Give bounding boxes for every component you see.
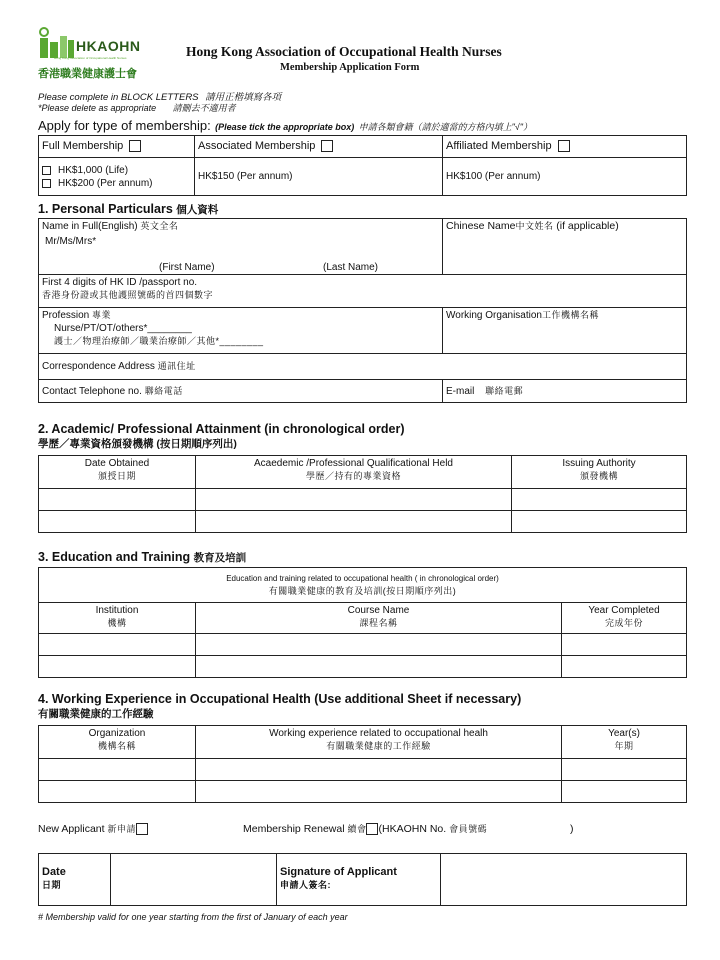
experience-heading	[38, 692, 521, 721]
signature-label: Signature of Applicant	[280, 866, 397, 878]
chinese-name-label-zh: 中文姓名	[515, 221, 554, 231]
instruction-text-zh: 請用正楷填寫各項	[205, 92, 282, 103]
renewal-checkbox[interactable]	[366, 823, 378, 835]
associated-fee-cell	[195, 158, 443, 196]
section-title-zh: 有關職業健康的工作經驗	[38, 708, 154, 720]
table-cell[interactable]	[196, 759, 562, 781]
profession-label: Profession	[42, 310, 90, 321]
table-cell[interactable]	[39, 656, 196, 678]
table-cell[interactable]	[512, 489, 687, 511]
closing-paren: )	[570, 823, 574, 835]
column-header: Institution 機構	[39, 603, 196, 634]
instruction-delete	[38, 101, 236, 114]
signature-label-cell	[277, 854, 441, 906]
section-title: 1. Personal Particulars	[38, 202, 173, 216]
hkid-label: First 4 digits of HK ID /passport no.	[42, 277, 198, 288]
correspondence-address-field[interactable]	[39, 354, 687, 380]
associated-membership-checkbox[interactable]	[321, 140, 333, 152]
email-field[interactable]	[443, 380, 687, 403]
table-cell[interactable]	[39, 634, 196, 656]
chinese-name-note: (if applicable)	[556, 220, 619, 232]
column-header: Issuing Authority 頒發機構	[512, 456, 687, 489]
date-field[interactable]	[111, 854, 277, 906]
table-cell[interactable]	[562, 634, 687, 656]
experience-table	[38, 725, 687, 803]
table-row	[39, 781, 687, 803]
column-header: Course Name 課程名稱	[196, 603, 562, 634]
membership-heading-text: Apply for type of membership:	[38, 118, 211, 133]
first-name-label: (First Name)	[159, 262, 215, 273]
table-cell[interactable]	[196, 781, 562, 803]
full-membership-label: Full Membership	[42, 140, 124, 152]
associated-membership-label: Associated Membership	[198, 140, 316, 152]
working-organisation-field[interactable]	[443, 308, 687, 354]
table-row	[39, 759, 687, 781]
section-title: 2. Academic/ Professional Attainment (in chronological order)	[38, 422, 405, 436]
column-header: Year Completed 完成年份	[562, 603, 687, 634]
membership-heading-note: (Please tick the appropriate box)	[215, 122, 355, 132]
profession-label-zh: 專業	[92, 310, 112, 320]
table-row	[39, 489, 687, 511]
section-title-zh: 學歷／專業資格頒發機構 (按日期順序列出)	[38, 438, 237, 450]
affiliated-membership-label: Affiliated Membership	[446, 140, 552, 152]
table-cell[interactable]	[562, 759, 687, 781]
last-name-label: (Last Name)	[323, 262, 379, 273]
table-row	[39, 656, 687, 678]
section-title-zh: 教育及培訓	[193, 552, 247, 564]
logo	[38, 26, 158, 80]
telephone-label: Contact Telephone no.	[42, 385, 142, 397]
signature-label-zh: 申請人簽名:	[280, 880, 331, 890]
table-cell[interactable]	[39, 759, 196, 781]
affiliated-membership-cell	[443, 136, 687, 158]
signature-table	[38, 853, 687, 906]
name-label-zh: 英文全名	[140, 221, 179, 231]
life-fee-label: HK$1,000 (Life)	[58, 165, 129, 176]
new-applicant-label: New Applicant	[38, 823, 105, 835]
life-fee-checkbox[interactable]	[42, 166, 51, 175]
table-cell[interactable]	[39, 781, 196, 803]
annual-fee-checkbox[interactable]	[42, 179, 51, 188]
membership-table	[38, 135, 687, 196]
affiliated-fee-cell	[443, 158, 687, 196]
form-title: Membership Application Form	[280, 62, 420, 73]
instruction-text-zh: 請刪去不適用者	[172, 103, 236, 113]
name-label: Name in Full(English)	[42, 221, 138, 232]
chinese-name-field[interactable]	[443, 219, 687, 275]
org-name: Hong Kong Association of Occupational Health Nurses	[186, 44, 502, 59]
renewal-option	[243, 822, 643, 835]
new-applicant-option	[38, 822, 148, 835]
table-cell[interactable]	[562, 781, 687, 803]
signature-field[interactable]	[441, 854, 687, 906]
footnote: # Membership valid for one year starting from the first of January of each year	[38, 912, 348, 922]
table-cell[interactable]	[39, 511, 196, 533]
profession-field[interactable]	[39, 308, 443, 354]
associated-membership-cell	[195, 136, 443, 158]
profession-options: Nurse/PT/OT/others*________	[54, 323, 192, 334]
telephone-label-zh: 聯絡電話	[144, 385, 183, 396]
instruction-text: Please complete in BLOCK LETTERS	[38, 92, 199, 103]
table-row	[39, 511, 687, 533]
hkaohn-number-label: (HKAOHN No.	[378, 823, 447, 835]
education-heading	[38, 550, 246, 565]
table-cell[interactable]	[512, 511, 687, 533]
chinese-name-label: Chinese Name	[446, 220, 516, 232]
table-cell[interactable]	[196, 511, 512, 533]
date-label-cell	[39, 854, 111, 906]
logo-subtext: Hong Kong Association of Occupational Health Nurses	[54, 56, 127, 60]
instruction-text: *Please delete as appropriate	[38, 103, 157, 113]
hkid-label-zh: 香港身份證或其他護照號碼的首四個數字	[42, 290, 214, 300]
address-label-zh: 通訊住址	[157, 361, 196, 371]
table-cell[interactable]	[562, 656, 687, 678]
section-title: 4. Working Experience in Occupational Health (Use additional Sheet if necessary)	[38, 692, 522, 706]
column-header: Working experience related to occupational healh 有關職業健康的工作經驗	[196, 726, 562, 759]
associated-fee: HK$150 (Per annum)	[198, 171, 293, 182]
membership-heading	[38, 117, 532, 135]
hkaohn-logo-icon	[38, 26, 78, 60]
affiliated-fee: HK$100 (Per annum)	[446, 171, 541, 182]
telephone-field[interactable]	[39, 380, 443, 403]
name-english-field[interactable]	[39, 219, 443, 275]
section-title-zh: 個人資料	[176, 204, 219, 216]
table-row	[39, 634, 687, 656]
personal-particulars-table	[38, 218, 687, 403]
email-label: E-mail	[446, 385, 475, 397]
profession-options-zh: 護士／物理治療師／職業治療師／其他*________	[54, 336, 264, 346]
new-applicant-checkbox[interactable]	[136, 823, 148, 835]
address-label: Correspondence Address	[42, 361, 155, 372]
column-header: Date Obtained 頒授日期	[39, 456, 196, 489]
new-applicant-label-zh: 新申請	[107, 824, 136, 834]
academic-heading	[38, 422, 405, 451]
section-title: 3. Education and Training	[38, 550, 191, 564]
education-subheading: Education and training related to occupational health ( in chronological order) 有關職業健康的教育及培訓(按日期順序列出)	[39, 568, 687, 603]
column-header: Organization 機構名稱	[39, 726, 196, 759]
membership-heading-note-zh: 申請各類會籍（請於適當的方格內填上"√"）	[358, 122, 532, 132]
logo-text: HKAOHN	[76, 38, 141, 54]
full-membership-cell	[39, 136, 195, 158]
hkaohn-number-label-zh: 會員號碼	[449, 824, 488, 834]
column-header: Year(s) 年期	[562, 726, 687, 759]
column-header: Acaedemic /Professional Qualificational Held 學歷／持有的專業資格	[196, 456, 512, 489]
date-label: Date	[42, 866, 66, 878]
academic-table	[38, 455, 687, 533]
full-membership-checkbox[interactable]	[129, 140, 141, 152]
table-cell[interactable]	[196, 489, 512, 511]
renewal-label: Membership Renewal	[243, 823, 345, 835]
date-label-zh: 日期	[42, 880, 62, 890]
logo-chinese: 香港職業健康護士會	[38, 68, 137, 80]
table-cell[interactable]	[196, 656, 562, 678]
affiliated-membership-checkbox[interactable]	[558, 140, 570, 152]
personal-particulars-heading	[38, 202, 218, 217]
annual-fee-label: HK$200 (Per annum)	[58, 178, 153, 189]
table-cell[interactable]	[39, 489, 196, 511]
working-organisation-label: Working Organisation	[446, 310, 542, 321]
renewal-label-zh: 續會	[347, 824, 367, 834]
email-label-zh: 聯絡電郵	[485, 385, 524, 396]
full-membership-fees	[39, 158, 195, 196]
working-organisation-label-zh: 工作機構名稱	[541, 310, 599, 320]
hkid-field[interactable]	[39, 275, 687, 308]
education-table	[38, 567, 687, 678]
table-cell[interactable]	[196, 634, 562, 656]
title-options: Mr/Ms/Mrs*	[45, 236, 97, 247]
